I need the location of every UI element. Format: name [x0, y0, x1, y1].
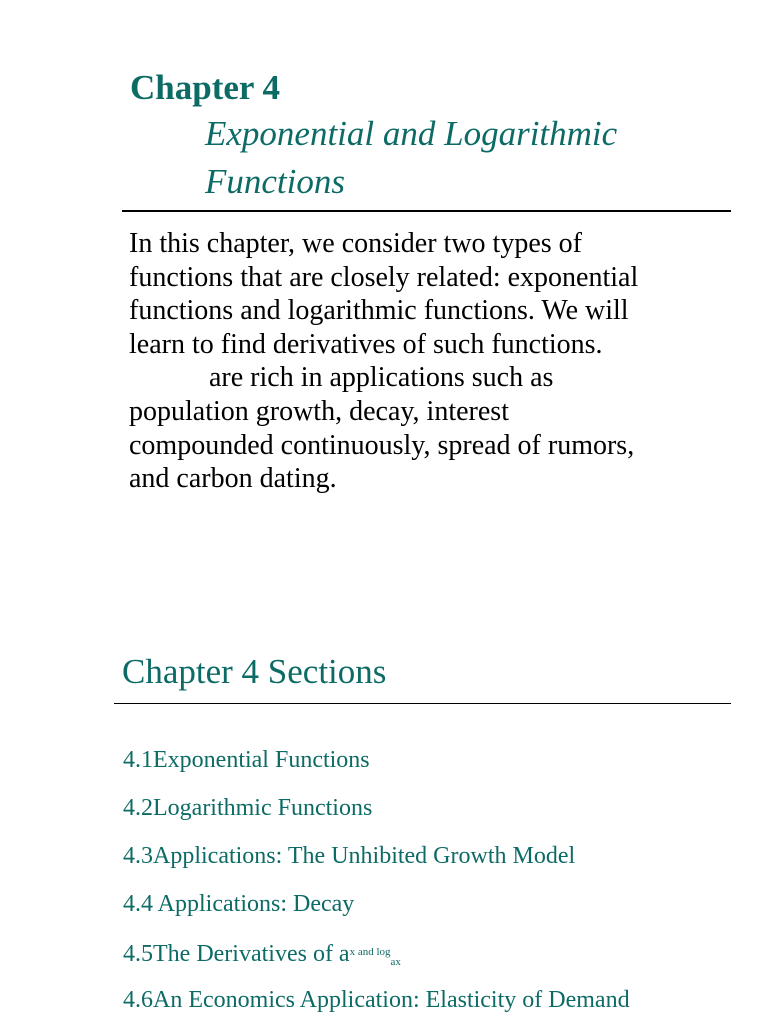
intro-line: learn to find derivatives of such functions.: [129, 328, 603, 360]
intro-paragraph: [129, 227, 729, 496]
section-item[interactable]: 4.3Applications: The Unhibited Growth Model: [123, 843, 576, 869]
intro-line: and carbon dating.: [129, 463, 337, 495]
chapter-subtitle-line: Functions: [205, 162, 345, 201]
section-item-text: 4.5The Derivatives of a: [123, 941, 350, 967]
section-item-subscript: ax: [390, 956, 401, 968]
intro-line: compounded continuously, spread of rumors,: [129, 429, 635, 461]
section-item[interactable]: 4.2Logarithmic Functions: [123, 795, 373, 821]
intro-line: [129, 361, 729, 395]
intro-line: population growth, decay, interest: [129, 395, 509, 427]
section-list: [123, 744, 763, 1016]
intro-line: functions that are closely related: exponential: [129, 261, 639, 293]
chapter-title: Chapter 4: [130, 68, 281, 107]
chapter-subtitle: [205, 110, 725, 206]
title-divider: [122, 210, 731, 212]
section-item[interactable]: 4.4 Applications: Decay: [123, 891, 355, 917]
section-item-superscript: x and log: [349, 946, 391, 958]
intro-line: In this chapter, we consider two types of: [129, 228, 582, 259]
section-item[interactable]: [123, 936, 763, 984]
section-item[interactable]: 4.6An Economics Application: Elasticity of Demand: [123, 987, 630, 1013]
sections-title: Chapter 4 Sections: [122, 652, 387, 691]
intro-line-text: are rich in applications such as: [209, 362, 554, 394]
chapter-subtitle-line: Exponential and Logarithmic: [205, 114, 618, 153]
sections-divider: [114, 703, 731, 704]
section-item[interactable]: 4.1Exponential Functions: [123, 747, 370, 773]
intro-line: functions and logarithmic functions. We will: [129, 295, 629, 327]
